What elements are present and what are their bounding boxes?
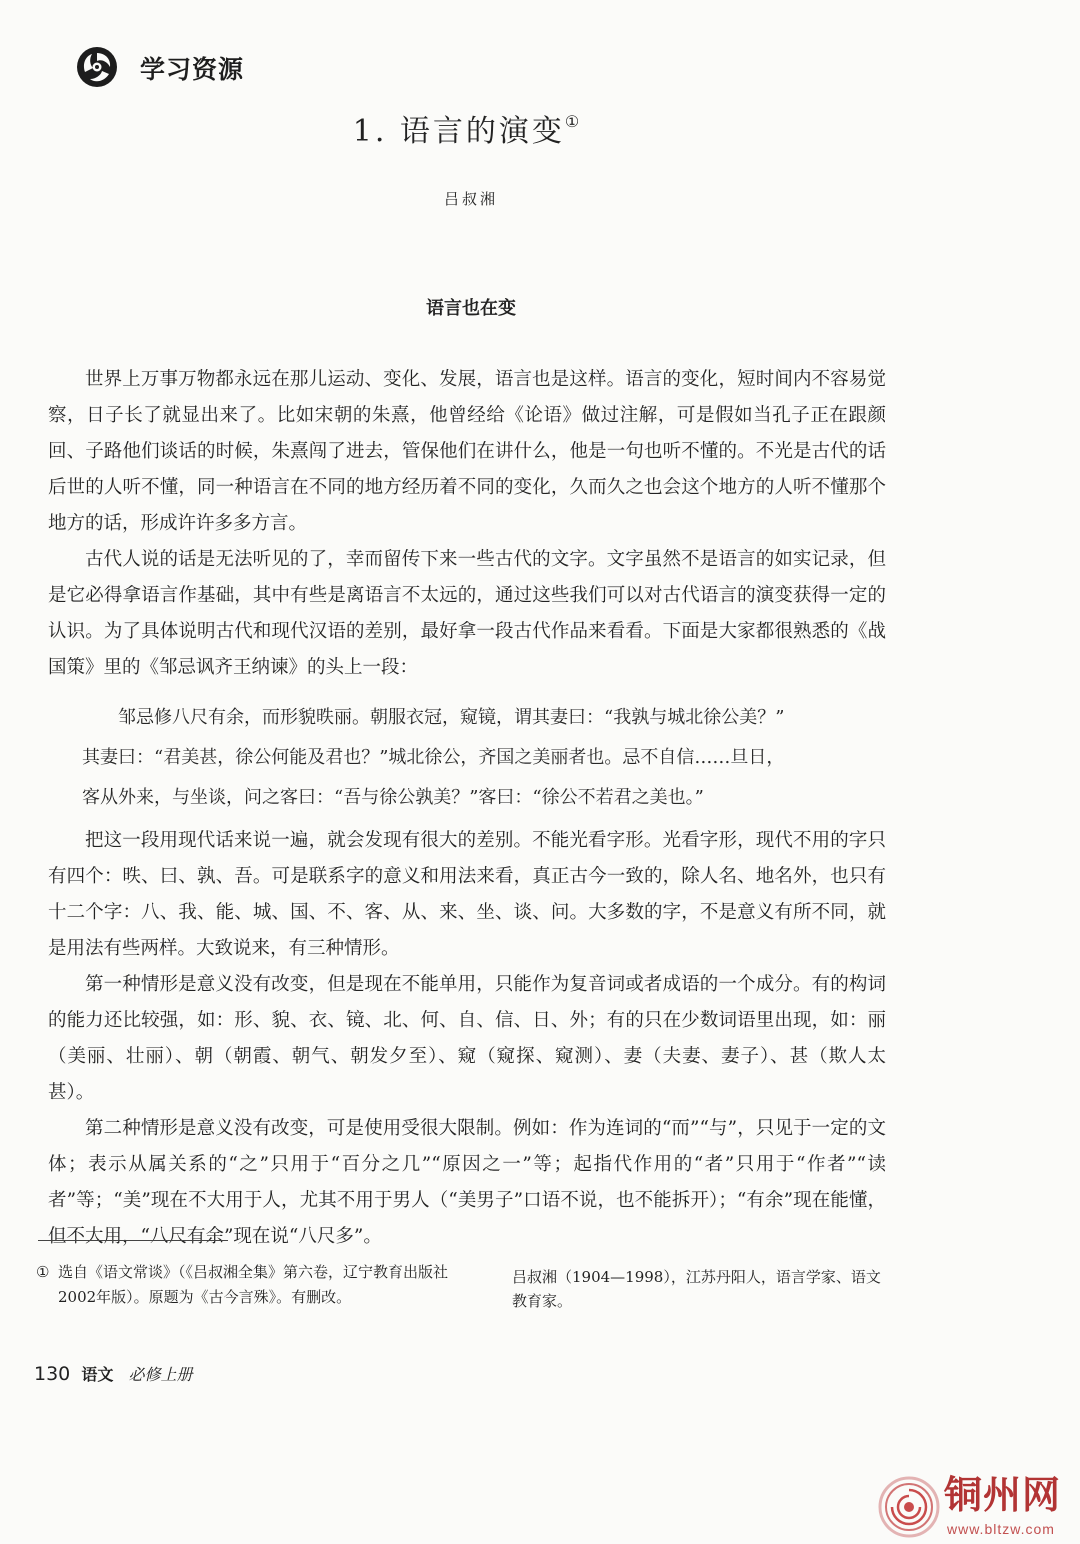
title-number: 1. [352,114,388,149]
paragraph: 第二种情形是意义没有改变，可是使用受很大限制。例如：作为连词的“而”“与”，只见于一定的文体；表示从属关系的“之”只用于“百分之几”“原因之一”等；起指代作用的“者”只用于“作者”“读者”等；“美”现在不大用于人，尤其不用于男人（“美男子”口语不说，也不能拆开）；“有余”现在能懂，但不大用，“八尺有余”现在说“八尺多”。 [48,1118,886,1247]
classical-quotation [82,698,872,818]
article-body-part-2 [48,823,886,1255]
watermark-url: www.bltzw.com [947,1521,1055,1537]
section-heading: 语言也在变 [426,298,516,319]
footnote-author-bio: 吕叔湘（1904—1998），江苏丹阳人，语言学家、语文教育家。 [512,1268,881,1310]
paragraph: 把这一段用现代话来说一遍，就会发现有很大的差别。不能光看字形。光看字形，现代不用的字只有四个：昳、曰、孰、吾。可是联系字的意义和用法来看，真正古今一致的，除人名、地名外，也只有十二个字：八、我、能、城、国、不、客、从、来、坐、谈、问。大多数的字，不是意义有所不同，就是用法有些两样。大致说来，有三种情形。 [48,830,886,959]
quotation-line: 其妻曰：“君美甚，徐公何能及君也？”城北徐公，齐国之美丽者也。忌不自信……旦日， [82,747,785,768]
book-title: 语文 [81,1365,114,1384]
page-number: 130 [34,1363,71,1385]
section-label: 学习资源 [140,55,245,84]
article-title [48,106,884,150]
footnote-source-text: 选自《语文常谈》（《吕叔湘全集》第六卷，辽宁教育出版社2002年版）。原题为《古今言殊》。有删改。 [58,1263,449,1306]
quotation-line: 客从外来，与坐谈，问之客曰：“吾与徐公孰美？”客曰：“徐公不若君之美也。” [82,787,704,808]
swirl-logo-icon [76,46,118,88]
watermark-site-name: 铜州网 [944,1472,1062,1517]
footnote-marker: ① [36,1263,50,1281]
quotation-line: 邹忌修八尺有余，而形貌昳丽。朝服衣冠，窥镜，谓其妻曰：“我孰与城北徐公美？” [118,707,785,728]
author-name: 吕叔湘 [443,190,498,208]
book-volume: 必修上册 [128,1365,193,1384]
page-footer [34,1362,192,1385]
footnote-divider [38,1240,228,1241]
title-footnote-marker: ① [564,112,580,131]
footnote-source [36,1260,450,1310]
paragraph: 第一种情形是意义没有改变，但是现在不能单用，只能作为复音词或者成语的一个成分。有的构词的能力还比较强，如：形、貌、衣、镜、北、何、自、信、日、外；有的只在少数词语里出现，如：丽（美丽、壮丽）、朝（朝霞、朝气、朝发夕至）、窥（窥探、窥测）、妻（夫妻、妻子）、甚（欺人太甚）。 [48,974,886,1103]
title-text: 语言的演变 [399,114,565,149]
seal-icon [878,1476,940,1538]
article-body-part-1 [48,362,886,686]
paragraph: 古代人说的话是无法听见的了，幸而留传下来一些古代的文字。文字虽然不是语言的如实记录，但是它必得拿语言作基础，其中有些是离语言不太远的，通过这些我们可以对古代语言的演变获得一定的认识。为了具体说明古代和现代汉语的差别，最好拿一段古代作品来看看。下面是大家都很熟悉的《战国策》里的《邹忌讽齐王纳谏》的头上一段： [48,549,886,678]
paragraph: 世界上万事万物都永远在那儿运动、变化、发展，语言也是这样。语言的变化，短时间内不容易觉察，日子长了就显出来了。比如宋朝的朱熹，他曾经给《论语》做过注解，可是假如当孔子正在跟颜回、子路他们谈话的时候，朱熹闯了进去，管保他们在讲什么，他是一句也听不懂的。不光是古代的话后世的人听不懂，同一种语言在不同的地方经历着不同的变化，久而久之也会这个地方的人听不懂那个地方的话，形成许许多多方言。 [48,369,886,534]
